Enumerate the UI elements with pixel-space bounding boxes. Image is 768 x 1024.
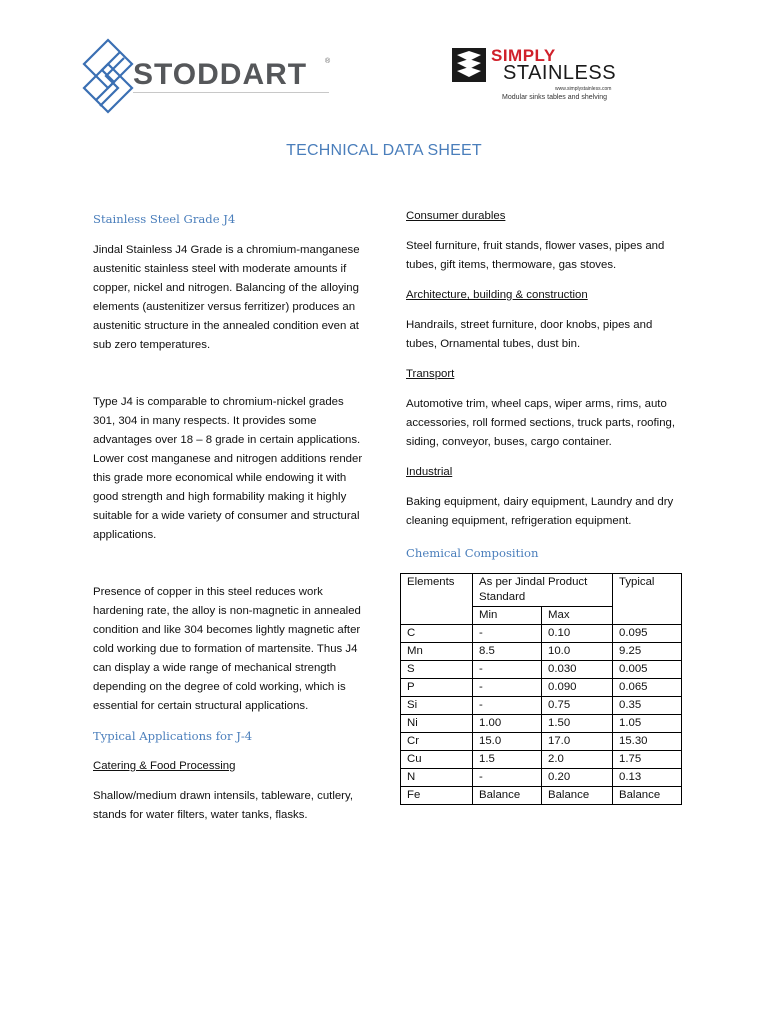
table-row <box>401 769 682 787</box>
cell-element: Cr <box>401 733 473 751</box>
cell-element: Mn <box>401 643 473 661</box>
table-row <box>401 679 682 697</box>
cell-min: 1.5 <box>473 751 542 769</box>
subheading-consumer: Consumer durables <box>406 210 506 222</box>
subheading-industrial: Industrial <box>406 466 453 478</box>
logo-tagline: Modular sinks tables and shelving <box>502 94 608 101</box>
cell-typical: 0.095 <box>613 625 682 643</box>
cell-element: N <box>401 769 473 787</box>
cell-typical: 1.05 <box>613 715 682 733</box>
subheading-catering: Catering & Food Processing <box>93 760 236 772</box>
cell-min: - <box>473 661 542 679</box>
table-row <box>401 733 682 751</box>
cell-min: 8.5 <box>473 643 542 661</box>
cell-typical: 0.13 <box>613 769 682 787</box>
cell-min: - <box>473 679 542 697</box>
section-heading-grade: Stainless Steel Grade J4 <box>93 212 236 226</box>
cell-typical: 0.35 <box>613 697 682 715</box>
registered-mark: ® <box>325 58 331 65</box>
cell-typical: 0.005 <box>613 661 682 679</box>
right-column <box>406 207 686 805</box>
cell-max: 0.10 <box>542 625 613 643</box>
cell-element: Cu <box>401 751 473 769</box>
stoddart-wordmark: STODDART <box>133 58 308 91</box>
cell-element: C <box>401 625 473 643</box>
table-row <box>401 787 682 805</box>
cell-typical: 0.065 <box>613 679 682 697</box>
cell-max: 0.090 <box>542 679 613 697</box>
table-row <box>401 625 682 643</box>
cell-element: Fe <box>401 787 473 805</box>
header-min: Min <box>473 607 542 625</box>
header-elements: Elements <box>401 574 473 625</box>
stainless-text: STAINLESS <box>503 62 617 84</box>
cell-element: S <box>401 661 473 679</box>
cell-typical: Balance <box>613 787 682 805</box>
header-jindal-standard: As per Jindal Product Standard <box>473 574 613 607</box>
cell-min: 15.0 <box>473 733 542 751</box>
section-heading-applications: Typical Applications for J-4 <box>93 729 253 743</box>
cell-min: 1.00 <box>473 715 542 733</box>
cell-max: Balance <box>542 787 613 805</box>
cell-min: - <box>473 769 542 787</box>
cell-max: 0.20 <box>542 769 613 787</box>
cell-min: - <box>473 697 542 715</box>
paragraph-transport: Automotive trim, wheel caps, wiper arms, rims, auto accessories, roll formed sections, truck parts, roofing, siding, conveyor, buses, cargo container. <box>406 398 676 448</box>
subheading-transport: Transport <box>406 368 455 380</box>
paragraph-intro: Jindal Stainless J4 Grade is a chromium-manganese austenitic stainless steel with moderate amounts if copper, nickel and nitrogen. Balancing of the alloying elements (austenitizer versus ferritizer) produces an austenitic structure in the annealed condition even at sub zero temperatures. <box>93 244 360 351</box>
table-header-row <box>401 574 682 607</box>
table-row <box>401 715 682 733</box>
simply-text: SIMPLY <box>491 46 556 65</box>
cell-element: Ni <box>401 715 473 733</box>
header-typical: Typical <box>613 574 682 625</box>
cell-typical: 15.30 <box>613 733 682 751</box>
cell-min: - <box>473 625 542 643</box>
paragraph-comparison: Type J4 is comparable to chromium-nickel grades 301, 304 in many respects. It provides some advantages over 18 – 8 grade in certain applications. Lower cost manganese and nitrogen additions render this grade more economical while endowing it with good strength and high formability making it highly suitable for a wide variety of consumer and structural applications. <box>93 396 363 541</box>
table-row <box>401 661 682 679</box>
website-url[interactable]: www.simplystainless.com <box>555 86 612 92</box>
header-max: Max <box>542 607 613 625</box>
cell-element: Si <box>401 697 473 715</box>
cell-max: 1.50 <box>542 715 613 733</box>
cell-min: Balance <box>473 787 542 805</box>
composition-table <box>400 573 682 805</box>
section-heading-chemical: Chemical Composition <box>406 546 539 560</box>
paragraph-industrial: Baking equipment, dairy equipment, Laundry and dry cleaning equipment, refrigeration equipment. <box>406 496 674 527</box>
document-title: TECHNICAL DATA SHEET <box>286 142 482 159</box>
simply-stainless-mark-icon <box>452 48 486 82</box>
logo-underline <box>133 92 329 93</box>
cell-element: P <box>401 679 473 697</box>
cell-typical: 1.75 <box>613 751 682 769</box>
paragraph-catering: Shallow/medium drawn intensils, tableware, cutlery, stands for water filters, water tanks, flasks. <box>93 790 353 821</box>
paragraph-copper: Presence of copper in this steel reduces work hardening rate, the alloy is non-magnetic in annealed condition and like 304 becomes lightly magnetic after cold working due to formation of martensite. Thus J4 can display a wide range of mechanical strength depending on the degree of cold working, which is essential for certain structural applications. <box>93 586 361 712</box>
paragraph-architecture: Handrails, street furniture, door knobs, pipes and tubes, Ornamental tubes, dust bin. <box>406 319 653 350</box>
cell-max: 0.030 <box>542 661 613 679</box>
cell-max: 0.75 <box>542 697 613 715</box>
paragraph-consumer: Steel furniture, fruit stands, flower vases, pipes and tubes, gift items, thermoware, gas stoves. <box>406 240 665 271</box>
cell-max: 17.0 <box>542 733 613 751</box>
subheading-architecture: Architecture, building & construction <box>406 289 588 301</box>
cell-max: 2.0 <box>542 751 613 769</box>
cell-typical: 9.25 <box>613 643 682 661</box>
left-column <box>93 207 365 825</box>
table-row <box>401 643 682 661</box>
cell-max: 10.0 <box>542 643 613 661</box>
table-row <box>401 697 682 715</box>
table-row <box>401 751 682 769</box>
